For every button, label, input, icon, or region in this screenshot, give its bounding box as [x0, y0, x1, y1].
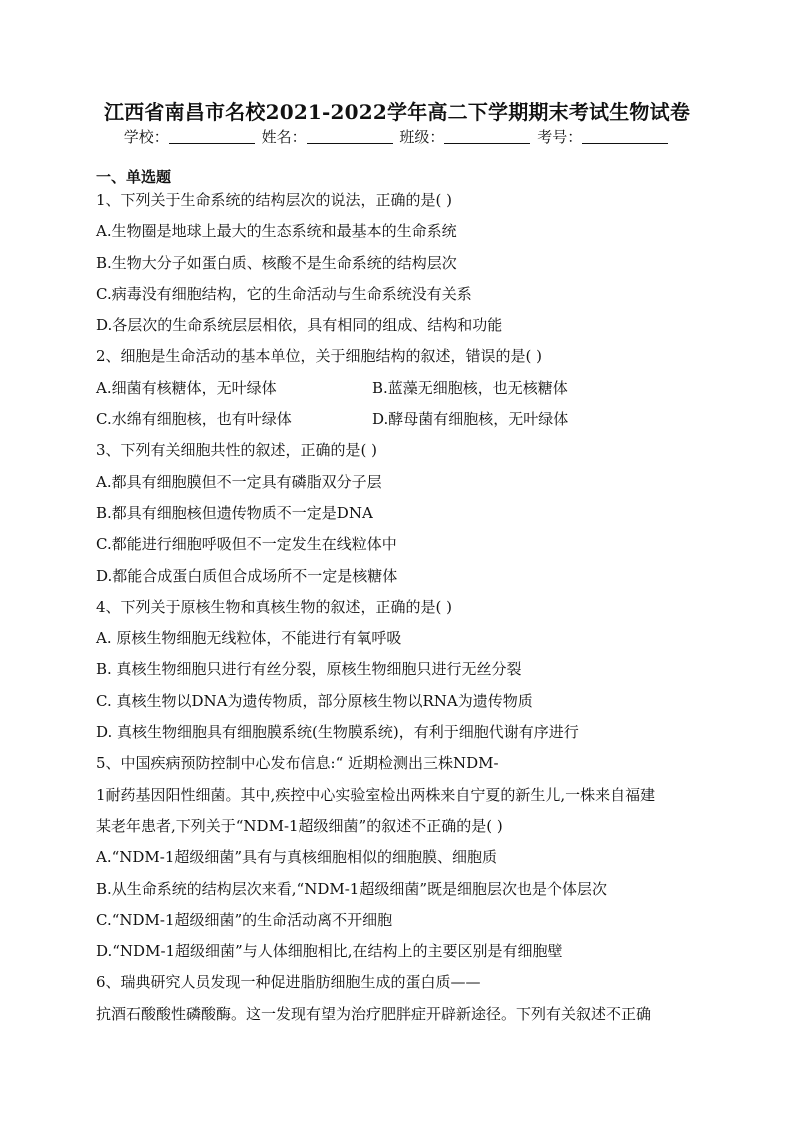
answer-option: B. 真核生物细胞只进行有丝分裂，原核生物细胞只进行无丝分裂	[96, 660, 522, 679]
answer-option: C.“NDM-1超级细菌”的生命活动离不开细胞	[96, 910, 393, 929]
option-row	[96, 311, 698, 342]
option-row	[96, 499, 698, 530]
answer-option: B.生物大分子如蛋白质、核酸不是生命系统的结构层次	[96, 253, 457, 272]
question	[96, 342, 698, 436]
class-field	[399, 126, 532, 147]
question	[96, 593, 698, 749]
question-stem: 抗酒石酸酸性磷酸酶。这一发现有望为治疗肥胖症开辟新途径。下列有关叙述不正确	[96, 1004, 652, 1023]
name-label: 姓名：	[261, 128, 307, 146]
school-blank	[169, 129, 255, 144]
option-row	[96, 655, 698, 686]
option-row	[96, 530, 698, 561]
option-row	[96, 937, 698, 968]
answer-option: A.细菌有核糖体，无叶绿体	[96, 378, 277, 397]
answer-option: C.病毒没有细胞结构，它的生命活动与生命系统没有关系	[96, 284, 472, 303]
question-stem: 6、瑞典研究人员发现一种促进脂肪细胞生成的蛋白质——	[96, 973, 481, 992]
question	[96, 186, 698, 342]
option-row	[96, 468, 698, 499]
question-stem: 某老年患者,下列关于“NDM-1超级细菌”的叙述不正确的是( )	[96, 816, 503, 835]
answer-option: D.都能合成蛋白质但合成场所不一定是核糖体	[96, 566, 398, 585]
option-row	[96, 718, 698, 749]
answer-option: A.都具有细胞膜但不一定具有磷脂双分子层	[96, 472, 382, 491]
answer-option: C.都能进行细胞呼吸但不一定发生在线粒体中	[96, 535, 397, 554]
option-row	[96, 624, 698, 655]
answer-option: A.生物圈是地球上最大的生态系统和最基本的生命系统	[96, 222, 457, 241]
answer-option: D.酵母菌有细胞核，无叶绿体	[372, 410, 569, 429]
option-row	[96, 843, 698, 874]
option-row	[96, 374, 698, 405]
name-blank	[307, 129, 393, 144]
question	[96, 749, 698, 968]
question-stem: 2、细胞是生命活动的基本单位，关于细胞结构的叙述，错误的是( )	[96, 347, 543, 366]
question	[96, 436, 698, 592]
answer-option: B.从生命系统的结构层次来看,“NDM-1超级细菌”既是细胞层次也是个体层次	[96, 879, 608, 898]
exam-number-blank	[582, 129, 668, 144]
answer-option: B.都具有细胞核但遗传物质不一定是DNA	[96, 503, 373, 522]
class-label: 班级：	[399, 128, 445, 146]
question	[96, 968, 698, 1031]
option-row	[96, 906, 698, 937]
school-field	[124, 126, 257, 147]
answer-option: D.各层次的生命系统层层相依，具有相同的组成、结构和功能	[96, 316, 503, 335]
option-row	[96, 875, 698, 906]
answer-option: B.蓝藻无细胞核，也无核糖体	[372, 378, 568, 397]
question-stem: 1耐药基因阳性细菌。其中,疾控中心实验室检出两株来自宁夏的新生儿,一株来自福建	[96, 785, 656, 804]
student-info-row	[0, 126, 794, 147]
question-stem: 1、下列关于生命系统的结构层次的说法，正确的是( )	[96, 191, 453, 209]
question-stem: 3、下列有关细胞共性的叙述，正确的是( )	[96, 441, 378, 460]
question-stem: 5、中国疾病预防控制中心发布信息:“ 近期检测出三株NDM-	[96, 754, 499, 773]
answer-option: C. 真核生物以DNA为遗传物质，部分原核生物以RNA为遗传物质	[96, 691, 533, 710]
exam-title: 江西省南昌市名校2021-2022学年高二下学期期末考试生物试卷	[103, 100, 691, 124]
option-row	[96, 217, 698, 248]
answer-option: A.“NDM-1超级细菌”具有与真核细胞相似的细胞膜、细胞质	[96, 848, 498, 867]
question-list	[96, 186, 698, 1031]
class-blank	[444, 129, 530, 144]
answer-option: A. 原核生物细胞无线粒体，不能进行有氧呼吸	[96, 629, 402, 648]
option-row	[96, 687, 698, 718]
exam-number-label: 考号：	[537, 128, 583, 146]
answer-option: D. 真核生物细胞具有细胞膜系统(生物膜系统)，有利于细胞代谢有序进行	[96, 723, 579, 742]
option-row	[96, 405, 698, 436]
school-label: 学校：	[123, 128, 169, 146]
answer-option: C.水绵有细胞核，也有叶绿体	[96, 410, 292, 429]
exam-number-field	[537, 126, 670, 147]
option-row	[96, 249, 698, 280]
answer-option: D.“NDM-1超级细菌”与人体细胞相比,在结构上的主要区别是有细胞壁	[96, 942, 563, 961]
section-heading: 一、单选题	[96, 168, 172, 186]
question-stem: 4、下列关于原核生物和真核生物的叙述，正确的是( )	[96, 597, 453, 616]
option-row	[96, 280, 698, 311]
name-field	[262, 126, 395, 147]
option-row	[96, 562, 698, 593]
